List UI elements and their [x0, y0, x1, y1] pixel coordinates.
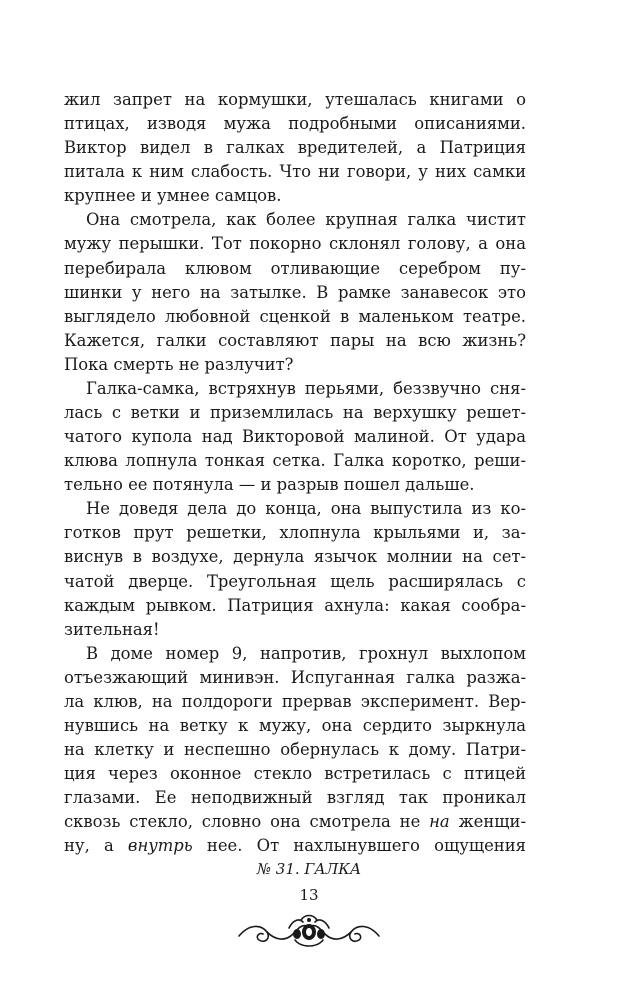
text-line: крупнее и умнее самцов. — [64, 186, 282, 206]
decorative-flourish-icon — [235, 910, 383, 950]
text-line: Виктор видел в галках вредителей, а Патриция — [64, 138, 526, 158]
text-line: чатой дверце. Треугольная щель расширялась с — [64, 571, 526, 591]
text-line: Кажется, галки составляют пары на всю жизнь? — [64, 330, 526, 350]
text-line: нувшись на ветку к мужу, она сердито зыркнула — [64, 716, 526, 736]
text-line: питала к ним слабость. Что ни говори, у них самки — [64, 162, 526, 182]
text-run: сквозь стекло, словно она смотрела не — [64, 812, 430, 832]
text-line: мужу перышки. Тот покорно склонял голову, а она — [64, 234, 526, 254]
body-text — [64, 88, 526, 859]
paragraph-first-line: Не доведя дела до конца, она выпустила из ко- — [86, 499, 526, 519]
text-line: клюва лопнула тонкая сетка. Галка коротко, реши- — [64, 451, 526, 471]
text-line: глазами. Ее неподвижный взгляд так проникал — [64, 788, 526, 808]
text-line: каждым рывком. Патриция ахнула: какая сообра- — [64, 595, 526, 615]
page-number: 13 — [299, 886, 319, 904]
text-line: ция через оконное стекло встретилась с птицей — [64, 764, 526, 784]
italic-word: на — [429, 812, 450, 832]
text-line: лась с ветки и приземлилась на верхушку решет- — [64, 403, 526, 423]
text-line: выглядело любовной сценкой в маленьком театре. — [64, 306, 526, 326]
text-line: виснув в воздухе, дернула язычок молнии на сет- — [64, 547, 526, 567]
text-line: отъезжающий минивэн. Испуганная галка разжа- — [64, 667, 526, 687]
text-line: зительная! — [64, 619, 160, 639]
text-line: на клетку и неспешно обернулась к дому. Патри- — [64, 740, 526, 760]
paragraph-first-line: В доме номер 9, напротив, грохнул выхлопом — [86, 643, 526, 663]
text-line: тельно ее потянула — и разрыв пошел дальше. — [64, 475, 475, 495]
text-run: ну, а — [64, 836, 128, 856]
text-line: шинки у него на затылке. В рамке занавесок это — [64, 282, 526, 302]
text-line — [64, 834, 526, 858]
text-line: перебирала клювом отливающие серебром пу- — [64, 258, 526, 278]
text-line — [64, 810, 526, 834]
text-line: жил запрет на кормушки, утешалась книгами о — [64, 90, 526, 109]
paragraph-first-line: Галка-самка, встряхнув перьями, беззвучно сня- — [86, 378, 526, 398]
text-line: птицах, изводя мужа подробными описаниями. — [64, 114, 526, 134]
text-run: женщи- — [449, 812, 526, 832]
text-line: ла клюв, на полдороги прервав эксперимент. Вер- — [64, 691, 526, 711]
running-title: № 31. ГАЛКА — [256, 860, 362, 878]
paragraph-first-line: Она смотрела, как более крупная галка чистит — [86, 210, 526, 230]
text-line: Пока смерть не разлучит? — [64, 354, 294, 374]
text-run: нее. От нахлынувшего ощущения — [192, 836, 526, 856]
text-line: готков прут решетки, хлопнула крыльями и, за- — [64, 523, 526, 543]
italic-word: внутрь — [127, 836, 193, 856]
text-line: чатого купола над Викторовой малиной. От удара — [64, 427, 526, 447]
